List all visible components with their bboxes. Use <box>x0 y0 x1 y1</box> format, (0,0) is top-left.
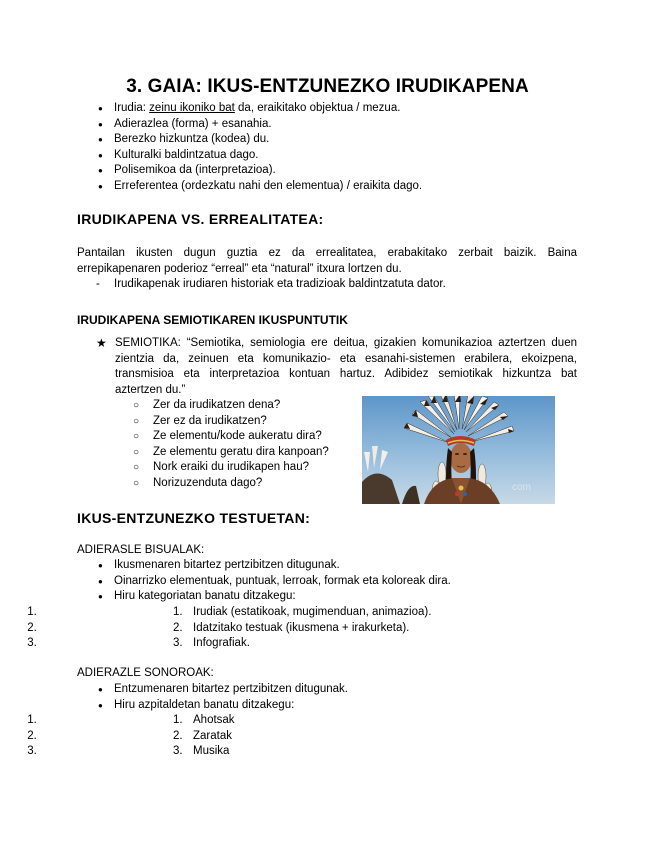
list-item: ○ Ze elementu/kode aukeratu dira? <box>0 429 360 445</box>
definition-line: aztertzen du.” <box>115 383 186 396</box>
list-item: ● Erreferentea (ordezkatu nahi den elementua) / eraikita dago. <box>77 179 597 195</box>
list-item: ● Kulturalki baldintzatua dago. <box>77 148 597 164</box>
list-item: ● Oinarrizko elementuak, puntuak, lerroak, formak eta koloreak dira. <box>77 574 597 590</box>
semiotika-definition <box>115 336 577 398</box>
native-headdress-photo <box>362 396 555 504</box>
list-item: ○ Norizuzenduta dago? <box>0 476 360 492</box>
list-text: Zaratak <box>193 729 232 742</box>
underlined-term: zeinu ikoniko bat <box>149 102 235 114</box>
list-item <box>40 621 560 637</box>
list-number: 1. 1. <box>173 606 183 618</box>
list-item: ○ Nork eraiki du irudikapen hau? <box>0 460 360 476</box>
section-heading-irudikapena-vs: IRUDIKAPENA VS. ERREALITATEA: <box>77 211 324 227</box>
list-text: Irudiak (estatikoak, mugimenduan, animazioa). <box>193 606 432 618</box>
list-item: ● Entzumenaren bitartez pertzibitzen ditugunak. <box>77 682 597 698</box>
svg-text:com: com <box>512 482 531 493</box>
question-list <box>0 398 360 492</box>
list-item: ● Ikusmenaren bitartez pertzibitzen ditugunak. <box>77 558 597 574</box>
list-item: ● Polisemikoa da (interpretazioa). <box>77 163 597 179</box>
visual-signifiers-label: ADIERASLE BISUALAK: <box>77 544 205 556</box>
section-heading-ikus-entzunezko: IKUS-ENTZUNEZKO TESTUETAN: <box>77 510 311 526</box>
list-number: 3. 3. <box>173 745 183 758</box>
dash-item: - Irudikapenak irudiaren historiak eta tradizioak baldintzatuta dator. <box>77 277 614 293</box>
list-text: Infografiak. <box>193 637 250 650</box>
list-item <box>40 605 560 621</box>
bullet-text: da, eraikitako objektua / mezua. <box>234 102 401 114</box>
definition-line: transmisioa eta interpretazioa kontuan hartuz. Adibidez semiotikak hizkuntza bat <box>115 368 577 381</box>
definition-line: zientzia da, zeinuen eta komunikazio- eta esanahi-sistemen erabilera, ekoizpena, <box>115 352 577 365</box>
list-number: 3. 3. <box>173 637 183 650</box>
list-item: ● Hiru kategoriatan banatu ditzakegu: <box>77 589 597 605</box>
list-item <box>40 636 560 652</box>
list-item: ○ Zer ez da irudikatzen? <box>0 414 360 430</box>
list-text: Ahotsak <box>193 714 235 726</box>
visual-numbered-list <box>0 605 560 652</box>
section-heading-semiotika: IRUDIKAPENA SEMIOTIKAREN IKUSPUNTUTIK <box>77 313 348 327</box>
list-item: ○ Ze elementu geratu dira kanpoan? <box>0 445 360 461</box>
list-item <box>40 713 560 729</box>
sound-numbered-list <box>0 713 560 760</box>
section-paragraph: Pantailan ikusten dugun guztia ez da errealitatea, erabakitako zerbait baizik. Baina errepikapenaren poderioz “erreal” eta “natural” itxura lortzen du. <box>77 247 577 275</box>
list-text: Idatzitako testuak (ikusmena + irakurketa). <box>193 621 410 634</box>
list-number: 2. 2. <box>173 621 183 634</box>
document-title: 3. GAIA: IKUS-ENTZUNEZKO IRUDIKAPENA <box>126 76 529 97</box>
list-item: ● Hiru azpitaldetan banatu ditzakegu: <box>77 698 597 714</box>
list-item: ● Berezko hizkuntza (kodea) du. <box>77 132 597 148</box>
definition-line: SEMIOTIKA: “Semiotika, semiologia ere deitua, gizakien komunikazioa aztertzen duen <box>115 337 577 349</box>
list-item: ○ Zer da irudikatzen dena? <box>0 398 360 414</box>
list-number: 1. 1. <box>173 714 183 726</box>
list-item: ● Adierazlea (forma) + esanahia. <box>77 117 597 133</box>
star-bullet-icon: ★ <box>96 336 107 350</box>
intro-bullet-list <box>77 101 597 195</box>
visual-bullet-list <box>77 558 597 605</box>
headdress-illustration <box>362 396 555 504</box>
list-number: 2. 2. <box>173 729 183 742</box>
bullet-text: Irudia: <box>114 102 150 114</box>
list-item <box>77 101 597 117</box>
list-item <box>40 729 560 745</box>
sound-bullet-list <box>77 682 597 713</box>
sound-signifiers-label: ADIERAZLE SONOROAK: <box>77 667 214 679</box>
list-text: Musika <box>193 745 230 758</box>
list-item <box>40 744 560 760</box>
